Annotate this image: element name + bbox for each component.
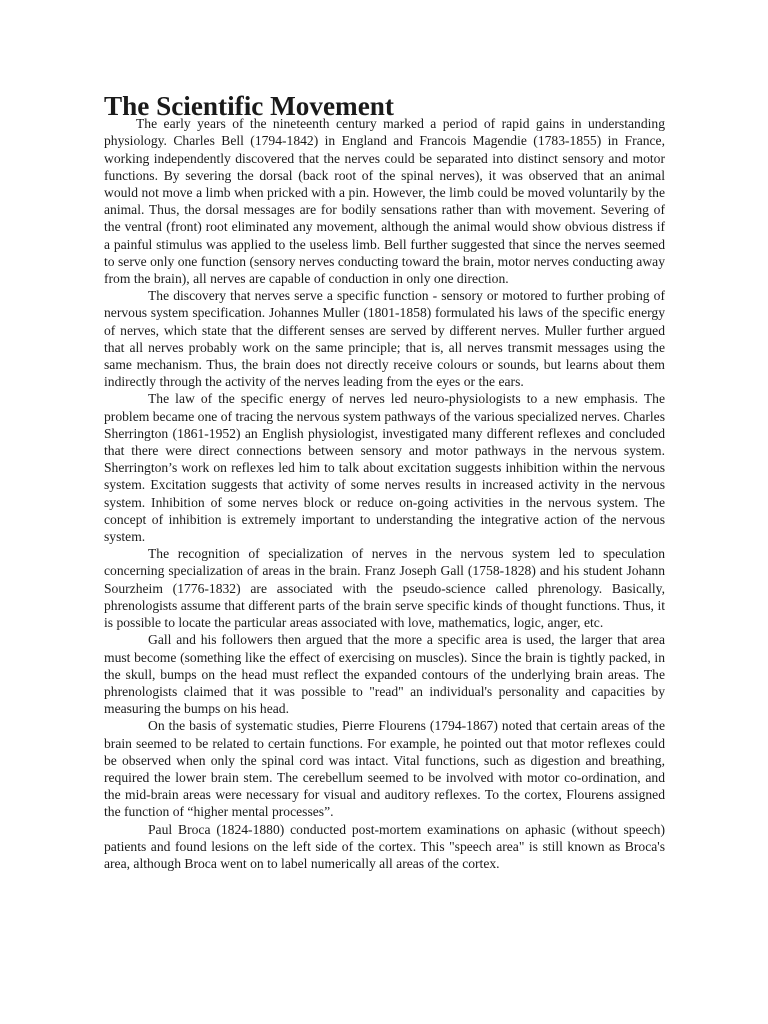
paragraph-phrenology: The recognition of specialization of nerves in the nervous system led to speculation concerning specialization of areas in the brain. Franz Joseph Gall (1758-1828) and his student Johann Sourzheim (1776-1832) are associated with the pseudo-science called phrenology. Basically, phrenologists assume that different parts of the brain serve specific kinds of thought functions. Thus, it is possible to locate the particular areas associated with love, mathematics, logic, anger, etc. — [104, 546, 665, 631]
paragraph-muller: The discovery that nerves serve a specific function - sensory or motored to further probing of nervous system specification. Johannes Muller (1801-1858) formulated his laws of the specific energy of nerves, which state that the different senses are served by different nerves. Muller further argued that all nerves probably work on the same principle; that is, all nerves transmit messages using the same mechanism. Thus, the brain does not directly receive colours or sounds, but learns about them indirectly through the activity of the nerves leading from the eyes or the ears. — [104, 288, 665, 390]
paragraph-bell-magendie: The early years of the nineteenth century marked a period of rapid gains in understanding physiology. Charles Bell (1794-1842) in England and Francois Magendie (1783-1855) in France, working independently discovered that the nerves could be separated into distinct sensory and motor functions. By severing the dorsal (back root of the spinal nerves), it was observed that an animal would not move a limb when pricked with a pin. However, the limb could be moved voluntarily by the animal. Thus, the dorsal messages are for bodily sensations rather than with movement. Severing of the ventral (front) root eliminated any movement, although the animal would show obvious distress if a painful stimulus was applied to the useless limb. Bell further suggested that since the nerves seemed to serve only one function (sensory nerves conducting toward the brain, motor nerves conducting away from the brain), all nerves are capable of conduction in only one direction. — [104, 116, 665, 287]
paragraph-gall-followers: Gall and his followers then argued that the more a specific area is used, the larger that area must become (something like the effect of exercising on muscles). Since the brain is tightly packed, in the skull, bumps on the head must reflect the expanded contours of the underlying brain areas. The phrenologists claimed that it was possible to "read" an individual's personality and capacities by measuring the bumps on his head. — [104, 632, 665, 717]
paragraph-flourens: On the basis of systematic studies, Pierre Flourens (1794-1867) noted that certain areas of the brain seemed to be related to certain functions. For example, he pointed out that motor reflexes could be observed when only the spinal cord was intact. Vital functions, such as digestion and breathing, required the lower brain stem. The cerebellum seemed to be involved with motor co-ordination, and the mid-brain areas were necessary for visual and auditory reflexes. To the cortex, Flourens assigned the function of “higher mental processes”. — [104, 718, 665, 820]
paragraph-broca: Paul Broca (1824-1880) conducted post-mortem examinations on aphasic (without speech) patients and found lesions on the left side of the cortex. This "speech area" is still known as Broca's area, although Broca went on to label numerically all areas of the cortex. — [104, 821, 665, 871]
paragraph-sherrington: The law of the specific energy of nerves led neuro-physiologists to a new emphasis. The problem became one of tracing the nervous system pathways of the various specialized nerves. Charles Sherrington (1861-1952) an English physiologist, investigated many different reflexes and concluded that there were direct connections between sensory and motor pathways in the nervous system. Sherrington’s work on reflexes led him to talk about excitation suggests inhibition within the nervous system. Excitation suggests that activity of some nerves results in increased activity in the nervous system. Inhibition of some nerves block or reduce on-going activities in the nervous system. The concept of inhibition is extremely important to understanding the integrative action of the nervous system. — [104, 391, 665, 545]
document-page — [104, 91, 665, 872]
section-heading: The Scientific Movement — [104, 91, 394, 121]
